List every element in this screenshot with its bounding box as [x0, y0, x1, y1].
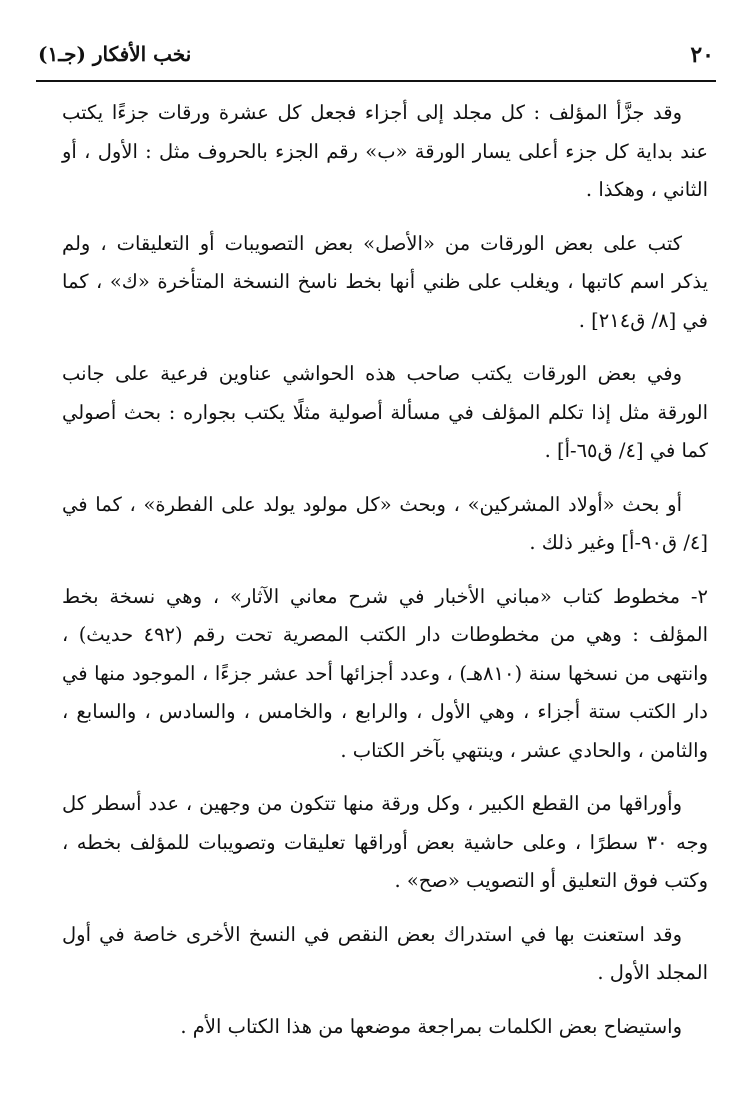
running-title: نخب الأفكار (جـ١) — [38, 42, 192, 66]
paragraph-manuscript-2: ٢- مخطوط كتاب «مباني الأخبار في شرح معاني الآثار» ، وهي نسخة بخط المؤلف : وهي من مخطوطات دار الكتب المصرية تحت رقم (٤٩٢ حديث) ، وانتهى من نسخها سنة (٨١٠هـ) ، وعدد أجزائها أحد عشر جزءًا ، الموجود منها في دار الكتب ستة أجزاء ، وهي الأول ، والرابع ، والخامس ، والسادس ، والسابع ، والثامن ، والحادي عشر ، وينتهي بآخر الكتاب . — [62, 584, 708, 762]
paragraph-topics: أو بحث «أولاد المشركين» ، وبحث «كل مولود يولد على الفطرة» ، كما في [٤/ ق٩٠-أ] وغير ذلك . — [62, 492, 708, 554]
header-rule — [36, 80, 716, 82]
paragraph-folio-size: وأوراقها من القطع الكبير ، وكل ورقة منها تتكون من وجهين ، عدد أسطر كل وجه ٣٠ سطرًا ، وعلى حاشية بعض أوراقها تعليقات وتصويبات للمؤلف بخطه ، وكتب فوق التعليق أو التصويب «صح» . — [62, 792, 708, 892]
body-text — [62, 94, 708, 1046]
paragraph-usage: وقد استعنت بها في استدراك بعض النقص في النسخ الأخرى خاصة في أول المجلد الأول . — [62, 922, 708, 984]
page-number: ٢٠ — [690, 42, 714, 68]
paragraph-subtitles: وفي بعض الورقات يكتب صاحب هذه الحواشي عناوين فرعية على جانب الورقة مثل إذا تكلم المؤلف في مسألة أصولية مثلًا يكتب بجواره : بحث أصولي كما في [٤/ ق٦٥-أ] . — [62, 362, 708, 462]
paragraph-clarification: واستيضاح بعض الكلمات بمراجعة موضعها من هذا الكتاب الأم . — [180, 1014, 682, 1038]
page-header — [38, 40, 714, 76]
paragraph-corrections: كتب على بعض الورقات من «الأصل» بعض التصويبات أو التعليقات ، ولم يذكر اسم كاتبها ، ويغلب على ظني أنها بخط ناسخ النسخة المتأخرة «ك» ، كما في [٨/ ق٢١٤] . — [62, 231, 708, 332]
paragraph-volume-division: وقد جزَّأ المؤلف : كل مجلد إلى أجزاء فجعل كل عشرة ورقات جزءًا يكتب عند بداية كل جزء أعلى يسار الورقة «ب» رقم الجزء بالحروف مثل : الأول ، أو الثاني ، وهكذا . — [62, 101, 708, 201]
